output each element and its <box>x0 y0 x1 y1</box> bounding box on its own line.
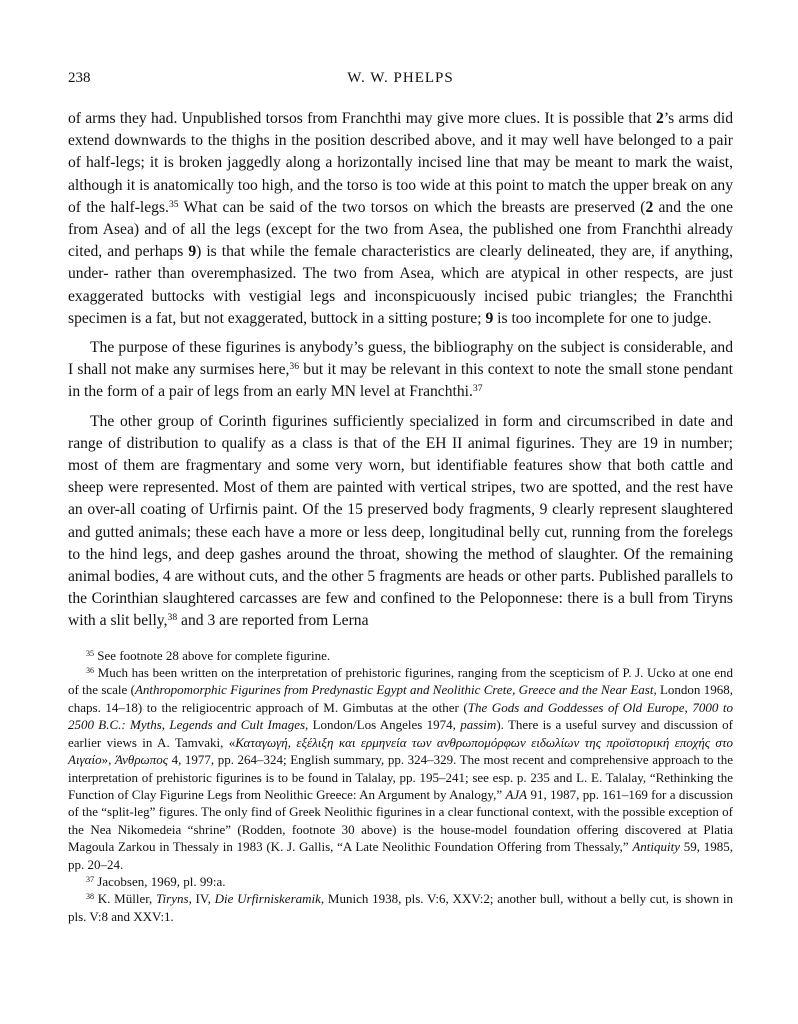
page-number: 238 <box>68 70 91 86</box>
text-run: Jacobsen, 1969, pl. 99:a. <box>94 873 226 889</box>
catalogue-number: 2 <box>645 198 654 216</box>
catalogue-number: 2 <box>656 110 664 127</box>
footnote-38 <box>68 890 733 925</box>
text-run: , London/Los Angeles 1974, <box>305 717 461 733</box>
italic-text: Anthropomorphic Figurines from Predynastic Egypt and Neolithic Crete, Greece and the Near East <box>134 682 654 698</box>
italic-text: Άνθρωπος <box>114 752 169 768</box>
italic-text: Die Urfirniskeramik <box>214 891 321 907</box>
paragraph <box>68 108 733 330</box>
italic-text: AJA <box>505 786 528 802</box>
text-run: ) is that while the female characteristics are clearly delineated, they are, if anything, under- rather than overemphasized. The two from Asea, which are atypical in other respects, are just exaggerated buttocks with vestigial legs and inconspicuously incised pubic triangles; the Franchthi specimen is a fat, but not exaggerated, buttock in a sitting posture; <box>68 243 733 327</box>
footnote-ref: 36 <box>289 361 300 373</box>
paragraph <box>68 337 733 404</box>
text-run: Much has been written on the interpretation of prehistoric figurines, ranging from the scepticism of P. J. Ucko at one end of the scale ( <box>68 665 733 698</box>
footnote-ref: 36 <box>86 666 95 676</box>
text-run: 59, 1985, pp. 20–24. <box>68 839 733 872</box>
footnote-35 <box>68 647 733 664</box>
footnotes <box>68 647 733 926</box>
text-run: and 3 are reported from Lerna <box>177 612 369 630</box>
text-run: and the one from Asea) and of all the legs (except for the two from Asea, the published one from Franchthi already cited, and perhaps <box>68 198 733 261</box>
footnote-ref: 38 <box>86 892 95 902</box>
text-run: What can be said of the two torsos on which the breasts are preserved ( <box>178 198 646 216</box>
footnote-ref: 37 <box>472 383 483 395</box>
running-head: W. W. PHELPS <box>347 70 454 86</box>
footnote-ref: 38 <box>167 612 178 624</box>
italic-text: Tiryns <box>156 891 189 907</box>
footnote-ref: 37 <box>86 874 95 884</box>
page <box>68 70 733 925</box>
footnote-36 <box>68 664 733 873</box>
text-run: of arms they had. Unpublished torsos from Franchthi may give more clues. It is possible that <box>68 110 657 127</box>
text-run: The other group of Corinth figurines sufficiently specialized in form and circumscribed in date and range of distribution to qualify as a class is that of the EH II animal figurines. They are 19 in number; most of them are fragmentary and some very worn, but identifiable features show that both cattle and sheep were represented. Most of them are painted with vertical stripes, two are spotted, and the rest have an over-all coating of Urfirnis paint. Of the 15 preserved body fragments, 9 clearly represent slaughtered and gutted animals; these each have a more or less deep, longitudinal belly cut, running from the forelegs to the hind legs, and deep gashes around the throat, showing the method of slaughter. Of the remaining animal bodies, 4 are without cuts, and the other 5 fragments are heads or other parts. Published parallels to the Corinthian slaughtered carcasses are few and confined to the Peloponnese: there is a bull from Tiryns with a slit belly, <box>68 412 733 630</box>
text-run: but it may be relevant in this context to note the small stone pendant in the form of a pair of legs from an early MN level at Franchthi. <box>68 361 733 401</box>
text-run: », <box>101 752 115 768</box>
text-run: The purpose of these figurines is anybody’s guess, the bibliography on the subject is considerable, and I shall not make any surmises here, <box>68 339 733 379</box>
paragraph <box>68 411 733 633</box>
text-run: ). There is a useful survey and discussion of earlier views in A. Tamvaki, « <box>68 717 734 750</box>
italic-text: Καταγωγή, εξέλιξη και ερμηνεία των ανθρωπομόρφων ειδωλίων της προϊστορική εποχής στο Αιγαίο <box>68 734 733 768</box>
text-run: , London 1968, chaps. 14–18) to the religiocentric approach of M. Gimbutas at the other ( <box>68 682 733 715</box>
text-run: , IV, <box>188 891 215 907</box>
text-run: See footnote 28 above for complete figurine. <box>94 647 331 663</box>
italic-text: The Gods and Goddesses of Old Europe, 7000 to 2500 B.C.: Myths, Legends and Cult Images <box>68 699 733 733</box>
catalogue-number: 9 <box>485 309 494 327</box>
text-run: ’s arms did extend downwards to the thighs in the position described above, and it may well have belonged to a pair of half-legs; it is broken jaggedly along a horizontally incised line that may be meant to mark the waist, although it is anatomically too high, and the torso is too wide at this point to match the upper break on any of the half-legs. <box>68 110 733 216</box>
text-run: K. Müller, <box>94 891 157 907</box>
footnote-ref: 35 <box>86 648 95 658</box>
text-run: is too incomplete for one to judge. <box>493 309 712 327</box>
text-run: , Munich 1938, pls. V:6, XXV:2; another bull, without a belly cut, is shown in pls. V:8 and XXV:1. <box>68 891 734 924</box>
italic-text: passim <box>460 717 497 733</box>
page-header <box>68 70 733 92</box>
text-run: 91, 1987, pp. 161–169 for a discussion of the “split-leg” figures. The only find of Greek Neolithic figurines in a clear functional context, with the possible exception of the Nea Nikomedeia “shrine” (Rodden, footnote 30 above) is the house-model foundation offering discovered at Platia Magoula Zarkou in Thessaly in 1983 (K. J. Gallis, “A Late Neolithic Foundation Offering from Thessaly,” <box>68 786 733 855</box>
text-run: 4, 1977, pp. 264–324; English summary, pp. 324–329. The most recent and comprehensive approach to the interpretation of prehistoric figurines is to be found in Talalay, pp. 195–241; see esp. p. 235 and L. E. Talalay, “Rethinking the Function of Clay Figurine Legs from Neolithic Greece: An Argument by Analogy,” <box>68 752 733 802</box>
italic-text: Antiquity <box>632 839 681 855</box>
footnote-ref: 35 <box>168 198 179 210</box>
body-text <box>68 108 733 633</box>
footnote-37 <box>68 873 733 890</box>
catalogue-number: 9 <box>188 243 197 261</box>
